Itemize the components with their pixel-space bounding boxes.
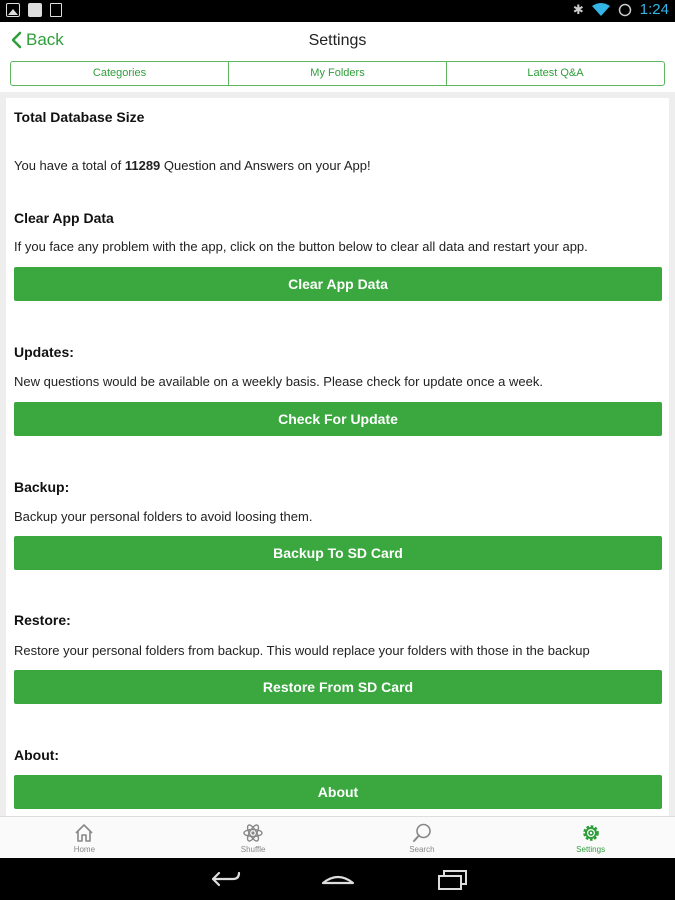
updates-heading: Updates: <box>14 344 74 360</box>
nav-settings-label: Settings <box>576 845 606 854</box>
settings-content[interactable] <box>0 92 675 816</box>
restore-heading: Restore: <box>14 612 71 628</box>
database-size-heading: Total Database Size <box>14 109 145 125</box>
database-size-text: You have a total of 11289 Question and Answers on your App! <box>14 158 371 173</box>
bottom-navigation <box>0 816 675 858</box>
nav-shuffle[interactable] <box>169 817 338 858</box>
mail-icon <box>28 3 42 17</box>
about-heading: About: <box>14 747 60 763</box>
alarm-icon <box>618 3 632 17</box>
tab-bar <box>10 61 665 86</box>
search-icon <box>411 822 433 844</box>
home-icon <box>73 822 95 844</box>
atom-icon <box>242 822 264 844</box>
back-label: Back <box>26 30 64 49</box>
question-count: 11289 <box>124 158 161 173</box>
clear-data-heading: Clear App Data <box>14 210 114 226</box>
restore-button[interactable]: Restore From SD Card <box>14 670 662 704</box>
bluetooth-icon: ✱ <box>572 1 584 17</box>
tab-latest-qa[interactable]: Latest Q&A <box>527 67 584 79</box>
recents-nav-icon[interactable] <box>435 867 469 891</box>
check-update-button[interactable]: Check For Update <box>14 402 662 436</box>
backup-button[interactable]: Backup To SD Card <box>14 536 662 570</box>
image-icon <box>6 3 20 17</box>
clear-app-data-button[interactable]: Clear App Data <box>14 267 662 301</box>
nav-settings[interactable] <box>506 817 675 858</box>
backup-description: Backup your personal folders to avoid loosing them. <box>14 509 313 524</box>
action-bar <box>0 22 675 60</box>
backup-heading: Backup: <box>14 479 70 495</box>
clear-data-description: If you face any problem with the app, click on the button below to clear all data and restart your app. <box>14 239 588 254</box>
nav-shuffle-label: Shuffle <box>240 845 266 854</box>
nav-home[interactable] <box>0 817 169 858</box>
system-icons <box>573 1 669 18</box>
tab-categories[interactable]: Categories <box>11 62 229 85</box>
about-button[interactable]: About <box>14 775 662 809</box>
notification-icons <box>6 3 62 17</box>
restore-description: Restore your personal folders from backup. This would replace your folders with those in the backup <box>14 643 590 658</box>
tab-my-folders[interactable]: My Folders <box>229 62 447 85</box>
updates-description: New questions would be available on a weekly basis. Please check for update once a week. <box>14 374 543 389</box>
clipboard-icon <box>50 3 62 17</box>
home-nav-icon[interactable] <box>320 867 356 891</box>
system-navigation-bar <box>0 858 675 900</box>
wifi-icon <box>592 3 610 17</box>
nav-search-label: Search <box>409 845 435 854</box>
page-title: Settings <box>308 32 367 49</box>
clock-time: 1:24 <box>639 1 669 18</box>
nav-home-label: Home <box>73 845 96 854</box>
gear-icon <box>580 822 602 844</box>
settings-card <box>6 98 669 816</box>
status-bar <box>0 0 675 22</box>
nav-search[interactable] <box>338 817 507 858</box>
back-nav-icon[interactable] <box>209 867 243 891</box>
